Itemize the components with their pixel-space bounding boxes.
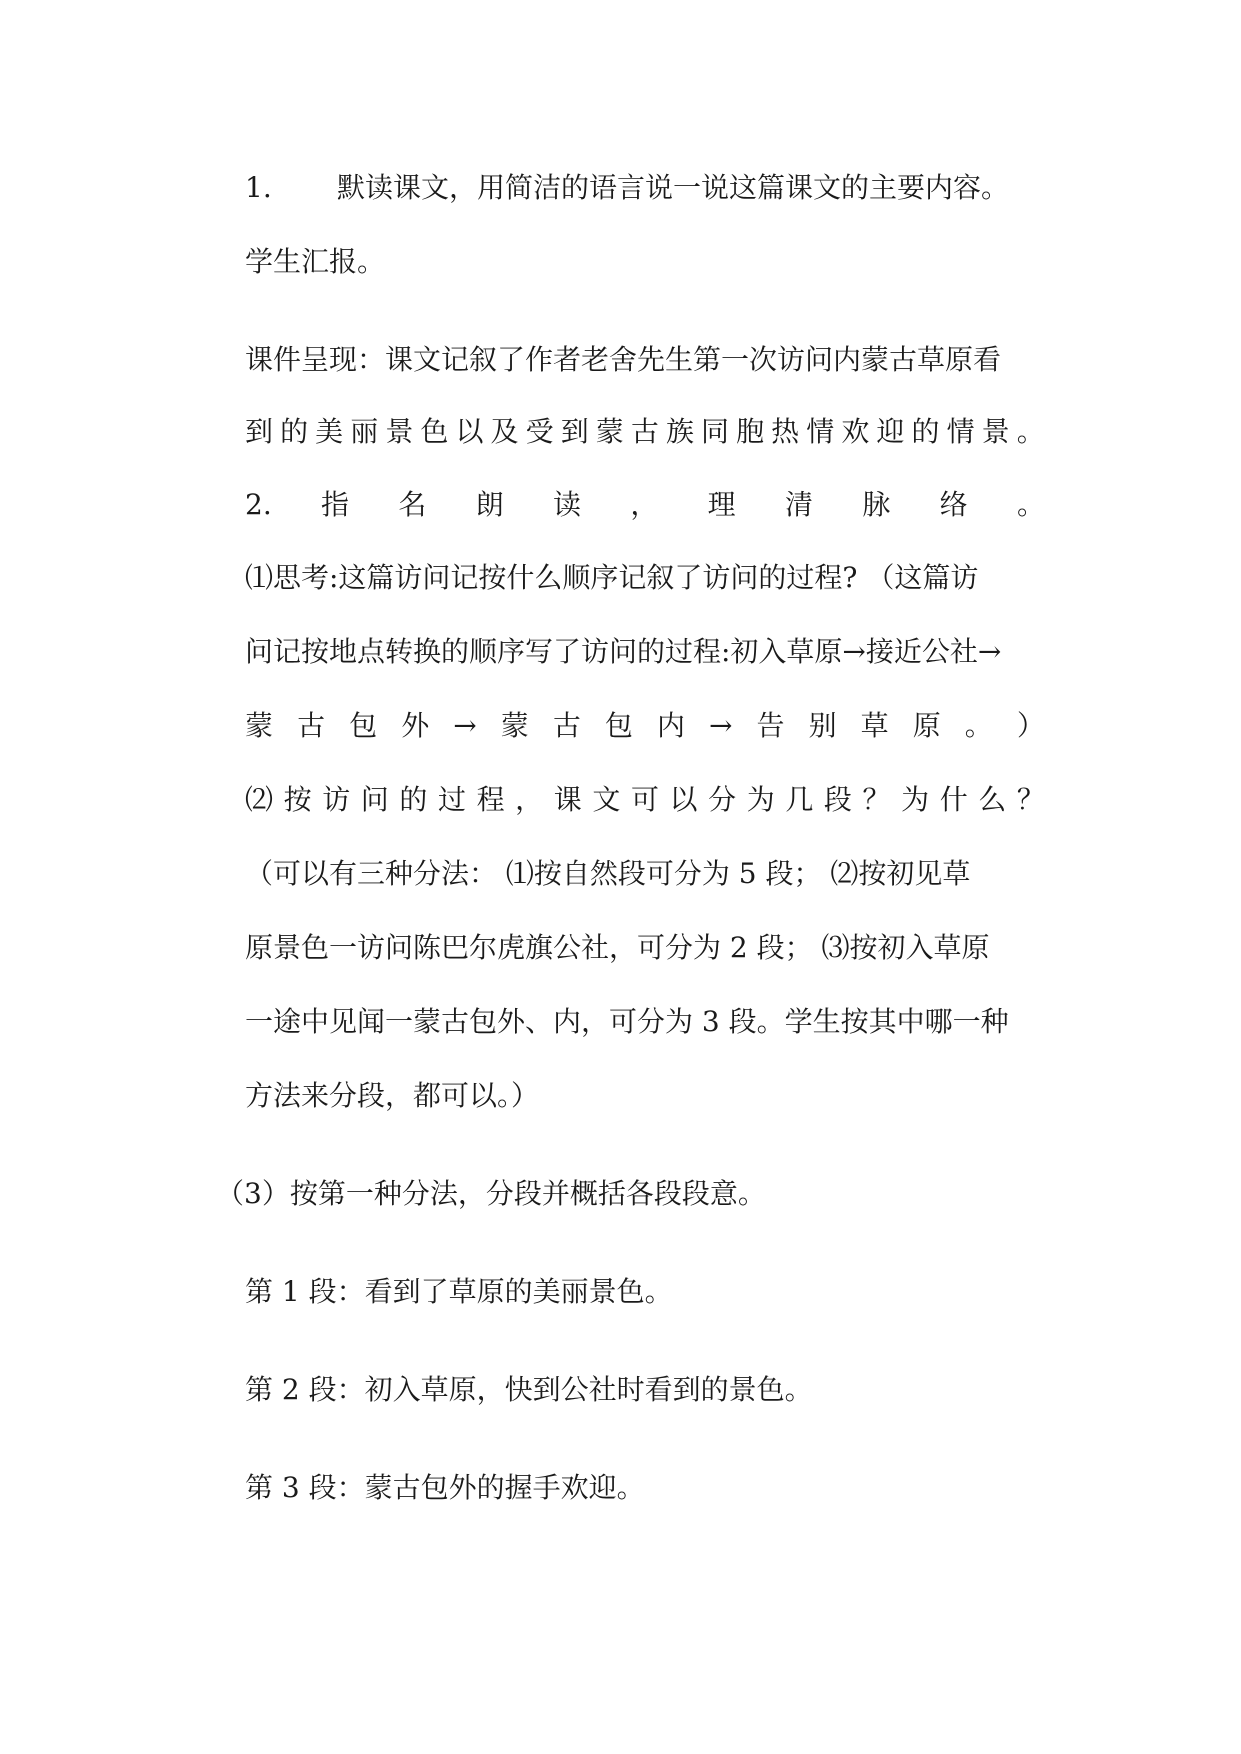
point-2-line-1 <box>245 780 1045 820</box>
point-2-line-1-char: 分 <box>708 783 737 816</box>
courseware-line-2-char: 到 <box>245 415 274 448</box>
courseware-line-2 <box>245 412 1045 452</box>
courseware-line-2-char: 同 <box>701 415 730 448</box>
point-2-line-1-char: ？ <box>862 783 891 816</box>
question-1-number: 1. <box>245 171 272 204</box>
courseware-line-1: 课件呈现：课文记叙了作者老舍先生第一次访问内蒙古草原看 <box>245 343 1002 376</box>
point-1-line-3-char: 蒙 <box>500 709 529 742</box>
question-2-char: ， <box>630 488 659 521</box>
question-2-char: 络 <box>939 488 968 521</box>
point-2-line-1-char: ， <box>515 783 544 816</box>
courseware-line-2-char: 的 <box>280 415 309 448</box>
courseware-line-2-char: 景 <box>385 415 414 448</box>
paragraph-summary-2: 第 2 段：初入草原，快到公社时看到的景色。 <box>245 1373 813 1406</box>
point-1-line-2: 问记按地点转换的顺序写了访问的过程:初入草原→接近公社→ <box>245 635 1002 668</box>
point-2-line-5: 方法来分段，都可以。） <box>245 1079 540 1112</box>
point-2-line-1-char: 几 <box>785 783 814 816</box>
point-1-line-3-char: 内 <box>656 709 685 742</box>
point-2-line-1-char: 的 <box>399 783 428 816</box>
courseware-line-2-char: 受 <box>525 415 554 448</box>
point-2-line-1-char: ？ <box>1016 783 1045 816</box>
point-1-line-3-char: 包 <box>349 709 378 742</box>
point-1-line-3-char: ） <box>1016 709 1045 742</box>
point-2-line-1-char: 文 <box>592 783 621 816</box>
point-1-line-3-char: 蒙 <box>245 709 274 742</box>
courseware-line-2-char: 情 <box>806 415 835 448</box>
point-1-line-3-char: 告 <box>756 709 785 742</box>
courseware-line-2-char: 族 <box>665 415 694 448</box>
student-report: 学生汇报。 <box>245 245 386 278</box>
question-2-char: 脉 <box>862 488 891 521</box>
question-2-char: 读 <box>553 488 582 521</box>
courseware-line-2-char: 到 <box>560 415 589 448</box>
courseware-line-2-char: 热 <box>771 415 800 448</box>
courseware-line-2-char: 美 <box>315 415 344 448</box>
courseware-line-2-char: 色 <box>420 415 449 448</box>
point-1-line-3-char: 包 <box>604 709 633 742</box>
point-2-line-1-char: 以 <box>669 783 698 816</box>
point-1-line-3-char: 外 <box>401 709 430 742</box>
point-2-line-1-char: 问 <box>360 783 389 816</box>
courseware-line-2-char: 以 <box>455 415 484 448</box>
point-2-line-1-char: ⑵ <box>245 783 274 816</box>
point-1-line-3-char: 古 <box>297 709 326 742</box>
point-2-line-1-char: 程 <box>476 783 505 816</box>
question-2-char: 2. <box>245 488 272 521</box>
point-1-line-3-char: → <box>453 709 477 742</box>
point-1-line-3-char: → <box>709 709 733 742</box>
paragraph-summary-3: 第 3 段：蒙古包外的握手欢迎。 <box>245 1471 645 1504</box>
point-2-line-1-char: 课 <box>553 783 582 816</box>
courseware-line-2-char: 。 <box>1016 415 1045 448</box>
question-2-char: 指 <box>321 488 350 521</box>
question-2-char: 理 <box>707 488 736 521</box>
courseware-line-2-char: 古 <box>630 415 659 448</box>
point-2-line-1-char: 什 <box>939 783 968 816</box>
courseware-line-2-char: 的 <box>911 415 940 448</box>
point-2-line-1-char: 段 <box>823 783 852 816</box>
point-1-line-3-char: 古 <box>552 709 581 742</box>
courseware-line-2-char: 情 <box>946 415 975 448</box>
question-1 <box>245 168 1045 208</box>
point-2-line-1-char: 么 <box>978 783 1007 816</box>
courseware-line-2-char: 欢 <box>841 415 870 448</box>
point-2-line-1-char: 按 <box>283 783 312 816</box>
courseware-line-2-char: 迎 <box>876 415 905 448</box>
courseware-line-2-char: 景 <box>981 415 1010 448</box>
point-2-line-1-char: 为 <box>746 783 775 816</box>
question-2-char: 清 <box>785 488 814 521</box>
courseware-line-2-char: 及 <box>490 415 519 448</box>
point-2-line-1-char: 为 <box>901 783 930 816</box>
question-2-char: 名 <box>398 488 427 521</box>
courseware-line-2-char: 蒙 <box>595 415 624 448</box>
point-2-line-1-char: 过 <box>437 783 466 816</box>
question-1-text: 默读课文，用简洁的语言说一说这篇课文的主要内容。 <box>337 171 1010 204</box>
courseware-line-2-char: 丽 <box>350 415 379 448</box>
question-2-char: 。 <box>1016 488 1045 521</box>
point-1-line-3-char: 别 <box>808 709 837 742</box>
point-2-line-1-char: 可 <box>630 783 659 816</box>
point-3: （3）按第一种分法，分段并概括各段段意。 <box>216 1177 766 1210</box>
point-2-line-3: 原景色一访问陈巴尔虎旗公社，可分为 2 段； ⑶按初入草原 <box>245 931 990 964</box>
question-2 <box>245 485 1045 525</box>
point-1-line-3-char: 原 <box>912 709 941 742</box>
point-1-line-3-char: 草 <box>860 709 889 742</box>
point-1-line-1: ⑴思考:这篇访问记按什么顺序记叙了访问的过程? （这篇访 <box>245 561 979 594</box>
point-2-line-1-char: 访 <box>322 783 351 816</box>
point-2-line-4: 一途中见闻一蒙古包外、内，可分为 3 段。学生按其中哪一种 <box>245 1005 1009 1038</box>
paragraph-summary-1: 第 1 段：看到了草原的美丽景色。 <box>245 1275 673 1308</box>
question-2-char: 朗 <box>475 488 504 521</box>
point-2-line-2: （可以有三种分法： ⑴按自然段可分为 5 段； ⑵按初见草 <box>245 857 971 890</box>
point-1-line-3-char: 。 <box>964 709 993 742</box>
point-1-line-3 <box>245 706 1045 746</box>
courseware-line-2-char: 胞 <box>736 415 765 448</box>
